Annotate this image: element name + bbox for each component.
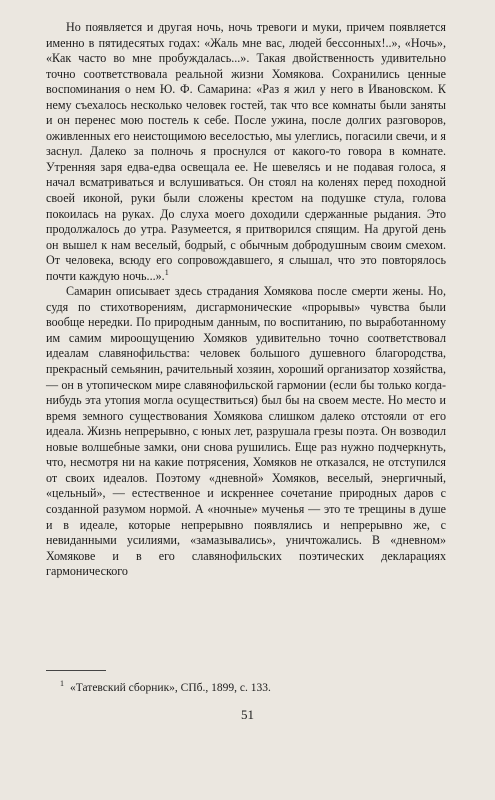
- footnote-reference: 1: [164, 267, 169, 277]
- page-number: 51: [241, 707, 254, 722]
- main-text: [46, 20, 446, 580]
- paragraph-2: Самарин описывает здесь страдания Хомякова после смерти жены. Но, судя по стихотворениям, дисгармонические «прорывы» чувства были вообще нередки. По природным данным, по воспитанию, по выработанному им самим мироощущению Хомяков удивительно точно соответствовал идеалам славянофильства: человек большого душевного благородства, прекрасный семьянин, рачительный хозяин, хороший организатор хозяйства, — он в утопическом мире славянофильской гармонии (если бы только когда-нибудь эта утопия могла осуществиться) был бы на своем месте. Но место и время земного существования Хомякова слишком далеко отстояли от его идеала. Жизнь непрерывно, с юных лет, разрушала грезы поэта. Он возводил новые волшебные замки, они снова рушились. Еще раз нужно подчеркнуть, что, несмотря ни на какие потрясения, Хомяков не отказался, не отступился от своих идеалов. Поэтому «дневной» Хомяков, веселый, энергичный, «цельный», — естественное и искреннее сочетание природных даров с созданной разумом нормой. А «ночные» мученья — это те трещины в душе и в идеале, которые непрерывно появлялись и непрерывно же, с невиданными усилиями, «замазывались», уничтожались. В «дневном» Хомякове и в его славянофильских поэтических декларациях гармонического: [46, 284, 446, 579]
- footnote-divider: [46, 670, 106, 671]
- paragraph-1-text: Но появляется и другая ночь, ночь тревоги и муки, причем появляется именно в пятидесятых годах: «Жаль мне вас, людей бессонных!..», «Ночь», «Как часто во мне пробуждалась...». Такая двойственность удивительно точно соответствовала реальной жизни Хомякова. Сохранились ценные воспоминания о нем Ю. Ф. Самарина: «Раз я жил у него в Ивановском. К нему съехалось несколько человек гостей, так что все комнаты были заняты и он перенес мою постель к себе. После ужина, после долгих разговоров, оживленных его неистощимою веселостью, мы улеглись, погасили свечи, и я заснул. Далеко за полночь я проснулся от какого-то говора в комнате. Утренняя заря едва-едва освещала ее. Не шевелясь и не подавая голоса, я начал всматриваться и вслушиваться. Он стоял на коленях перед походной своей иконой, руки были сложены крестом на подушке стула, голова покоилась на руках. До слуха моего доходили сдержанные рыдания. Это продолжалось до утра. Разумеется, я притворился спящим. На другой день он вышел к нам веселый, бодрый, с обычным добродушным своим смехом. От человека, всюду его сопровождавшего, я слышал, что это повторялось почти каждую ночь...».: [46, 20, 446, 283]
- paragraph-1: [46, 20, 446, 284]
- footnote: [60, 681, 440, 695]
- footnote-number: 1: [60, 679, 64, 689]
- footnote-text: «Татевский сборник», СПб., 1899, с. 133.: [70, 682, 271, 694]
